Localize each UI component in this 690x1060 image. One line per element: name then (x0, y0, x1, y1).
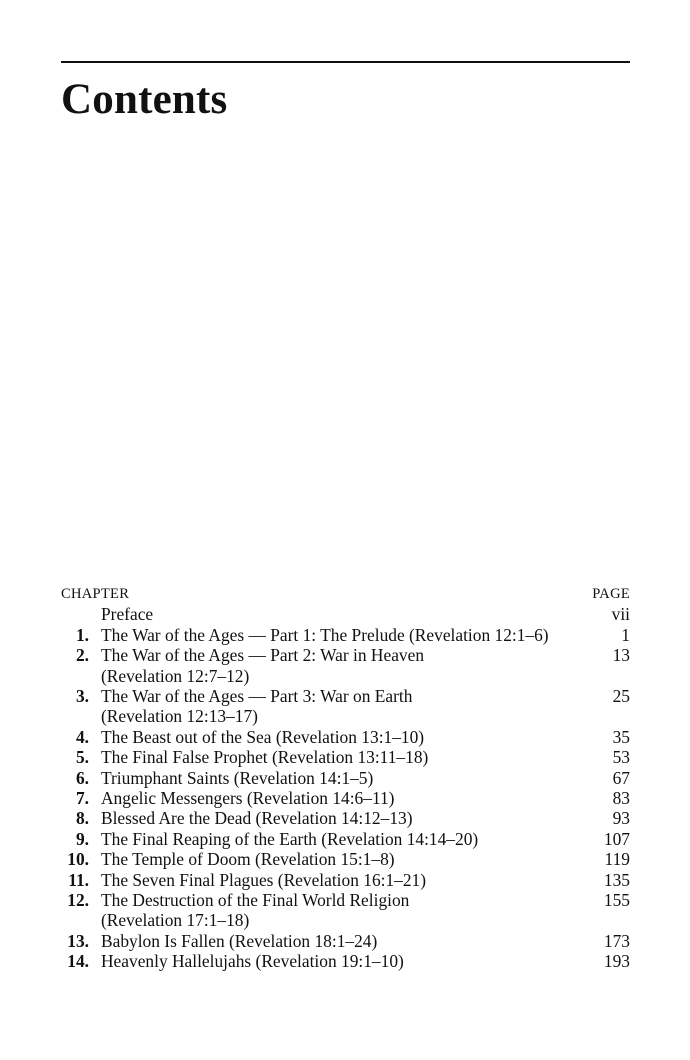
chapter-title-line: The Beast out of the Sea (Revelation 13:1–10) (101, 726, 425, 747)
chapter-number: 1. (75, 624, 89, 645)
toc-entry[interactable] (61, 870, 630, 890)
toc-header (61, 584, 630, 604)
chapter-title (89, 747, 607, 767)
toc-entry[interactable] (61, 931, 630, 951)
toc-entry[interactable] (61, 625, 630, 645)
chapter-column-label: CHAPTER (61, 586, 130, 602)
chapter-title-line: The War of the Ages — Part 2: War in Heaven (101, 645, 425, 666)
chapter-title-line: Heavenly Hallelujahs (Revelation 19:1–10) (101, 951, 404, 972)
page-number: 119 (604, 849, 630, 870)
chapter-title-line: Preface (101, 604, 154, 625)
toc-entry[interactable] (61, 768, 630, 788)
chapter-number: 12. (67, 890, 89, 911)
toc-entry[interactable] (61, 890, 630, 931)
toc-entry[interactable] (61, 788, 630, 808)
page-number: 107 (603, 828, 630, 849)
chapter-title (89, 604, 606, 624)
chapter-number: 3. (75, 686, 89, 707)
toc-entry[interactable] (61, 727, 630, 747)
chapter-title (89, 727, 607, 747)
chapter-number: 2. (75, 645, 89, 666)
page-number: 193 (603, 951, 630, 972)
chapter-title (89, 829, 598, 849)
chapter-title (89, 849, 599, 869)
chapter-number: 7. (75, 788, 89, 809)
chapter-title (89, 931, 598, 951)
chapter-number: 13. (67, 930, 89, 951)
toc-entry[interactable] (61, 951, 630, 971)
page-number: 1 (621, 624, 630, 645)
chapter-title-line: Babylon Is Fallen (Revelation 18:1–24) (101, 930, 378, 951)
chapter-number: 9. (75, 828, 89, 849)
page-number: 173 (603, 930, 630, 951)
chapter-title-line: (Revelation 12:7–12) (101, 665, 250, 686)
toc-entry[interactable] (61, 686, 630, 727)
chapter-number: 8. (75, 808, 89, 829)
toc-entry[interactable] (61, 747, 630, 767)
page-number: 67 (612, 767, 630, 788)
chapter-title-line: The Seven Final Plagues (Revelation 16:1–21) (101, 869, 427, 890)
chapter-number: 10. (67, 849, 89, 870)
page-number: 93 (612, 808, 630, 829)
chapter-title (89, 788, 607, 808)
toc-entry[interactable] (61, 849, 630, 869)
chapter-title-line: The War of the Ages — Part 3: War on Earth (101, 686, 413, 707)
chapter-title-line: The War of the Ages — Part 1: The Prelude (Revelation 12:1–6) (101, 624, 549, 645)
chapter-number: 5. (75, 747, 89, 768)
page-number: 135 (603, 869, 630, 890)
chapter-title-line: Triumphant Saints (Revelation 14:1–5) (101, 767, 374, 788)
chapter-title (89, 870, 598, 890)
chapter-title-line: The Temple of Doom (Revelation 15:1–8) (101, 849, 395, 870)
chapter-title-line: (Revelation 12:13–17) (101, 706, 258, 727)
page-column-label: PAGE (592, 586, 630, 602)
chapter-title-line: The Final False Prophet (Revelation 13:11–18) (101, 747, 429, 768)
toc-entry[interactable] (61, 829, 630, 849)
chapter-title (89, 625, 615, 645)
page-number: 35 (612, 726, 630, 747)
top-rule (61, 61, 630, 63)
toc-entry[interactable] (61, 808, 630, 828)
chapter-number: 11. (68, 869, 89, 890)
chapter-title (89, 951, 598, 971)
chapter-title-line: Blessed Are the Dead (Revelation 14:12–13) (101, 808, 413, 829)
chapter-number: 6. (75, 767, 89, 788)
page-number: 83 (612, 788, 630, 809)
page-number: 13 (612, 645, 630, 666)
chapter-number: 14. (67, 951, 89, 972)
chapter-title-line: The Destruction of the Final World Religion (101, 890, 410, 911)
chapter-title (89, 890, 598, 931)
page-number: 25 (612, 686, 630, 707)
toc-entries (61, 604, 630, 971)
page-number: 155 (603, 890, 630, 911)
chapter-title (89, 768, 607, 788)
table-of-contents (61, 584, 630, 972)
page-number: vii (611, 604, 630, 625)
chapter-title (89, 645, 607, 686)
chapter-number: 4. (75, 726, 89, 747)
page-title: Contents (61, 76, 228, 123)
chapter-title-line: (Revelation 17:1–18) (101, 910, 250, 931)
toc-entry[interactable] (61, 645, 630, 686)
page-number: 53 (612, 747, 630, 768)
chapter-title (89, 808, 607, 828)
chapter-title-line: The Final Reaping of the Earth (Revelation 14:14–20) (101, 828, 479, 849)
chapter-title-line: Angelic Messengers (Revelation 14:6–11) (101, 788, 395, 809)
chapter-title (89, 686, 607, 727)
toc-entry[interactable] (61, 604, 630, 624)
